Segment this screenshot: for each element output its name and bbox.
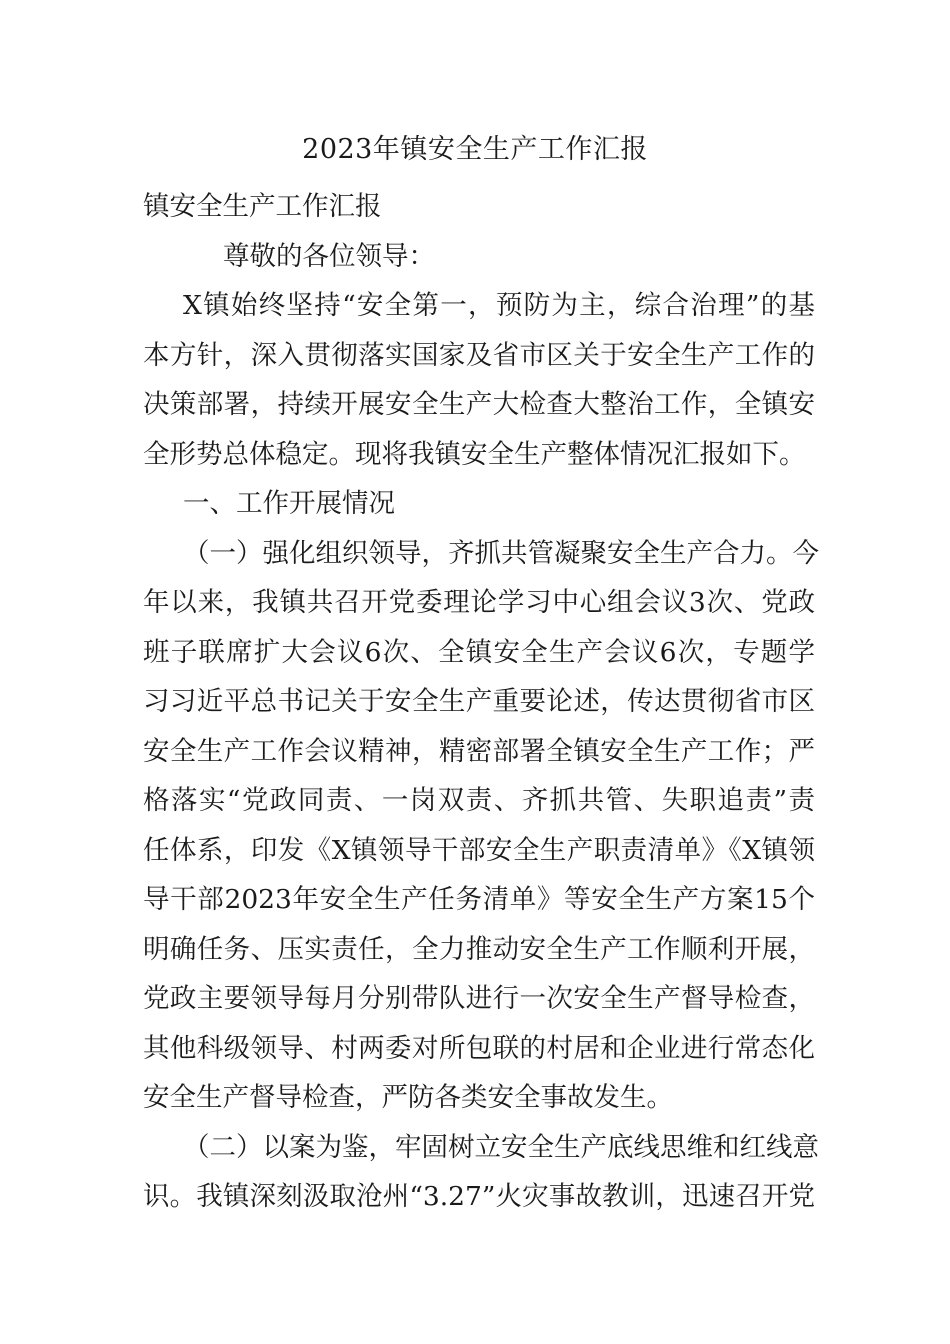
paragraph-line: 明确任务、压实责任，全力推动安全生产工作顺利开展，	[143, 933, 815, 965]
paragraph-line: （一）强化组织领导，齐抓共管凝聚安全生产合力。今	[183, 537, 819, 569]
paragraph-line: X镇始终坚持“安全第一，预防为主，综合治理”的基	[183, 290, 815, 321]
paragraph-line: 导干部2023年安全生产任务清单》等安全生产方案15个	[143, 884, 815, 915]
paragraph-line: 本方针，深入贯彻落实国家及省市区关于安全生产工作的	[143, 339, 815, 371]
paragraph-line: 习习近平总书记关于安全生产重要论述，传达贯彻省市区	[143, 686, 815, 717]
document-body	[143, 182, 819, 1222]
paragraph-line: 安全生产督导检查，严防各类安全事故发生。	[143, 1082, 673, 1113]
paragraph-line: 格落实“党政同责、一岗双责、齐抓共管、失职追责”责	[143, 785, 815, 816]
paragraph-1	[143, 529, 819, 1123]
paragraph-line: 其他科级领导、村两委对所包联的村居和企业进行常态化	[143, 1032, 815, 1064]
document-title: 2023年镇安全生产工作汇报	[302, 134, 648, 165]
paragraph-line: （二）以案为鉴，牢固树立安全生产底线思维和红线意	[183, 1131, 819, 1163]
paragraph-line: 识。我镇深刻汲取沧州“3.27”火灾事故教训，迅速召开党	[143, 1181, 815, 1212]
paragraph-line: 任体系，印发《X镇领导干部安全生产职责清单》《X镇领	[143, 834, 815, 866]
document-subtitle: 镇安全生产工作汇报	[143, 191, 382, 222]
section-heading: 一、工作开展情况	[183, 488, 395, 519]
paragraph-line: 决策部署，持续开展安全生产大检查大整治工作，全镇安	[143, 389, 815, 420]
paragraph-line: 安全生产工作会议精神，精密部署全镇安全生产工作；严	[143, 735, 815, 767]
paragraph-line: 班子联席扩大会议6次、全镇安全生产会议6次，专题学	[143, 636, 815, 668]
salutation: 尊敬的各位领导：	[223, 240, 435, 272]
paragraph-2	[143, 1123, 819, 1222]
paragraph-line: 党政主要领导每月分别带队进行一次安全生产督导检查，	[143, 983, 815, 1014]
paragraph-line: 全形势总体稳定。现将我镇安全生产整体情况汇报如下。	[143, 438, 806, 470]
paragraph-intro	[143, 281, 815, 479]
paragraph-line: 年以来，我镇共召开党委理论学习中心组会议3次、党政	[143, 587, 815, 618]
